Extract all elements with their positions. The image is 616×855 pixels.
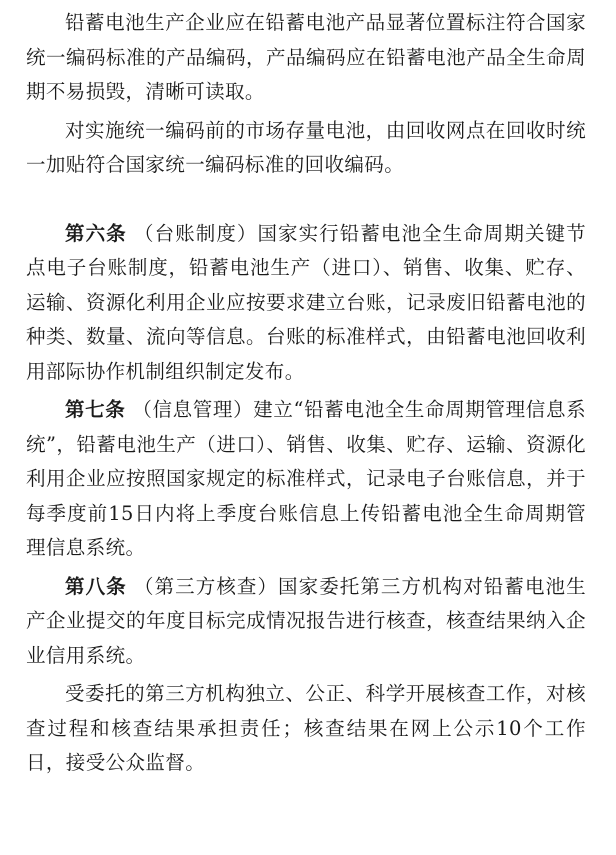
article-number: 第六条 — [65, 221, 127, 245]
paragraph-third-party — [26, 677, 586, 781]
paragraph-text: 铅蓄电池生产企业应在铅蓄电池产品显著位置标注符合国家统一编码标准的产品编码，产品编码应在铅蓄电池产品全生命周期不易损毁，清晰可读取。 — [26, 11, 586, 103]
article-text: 国家委托第三方机构对铅蓄电池生产企业提交的年度目标完成情况报告进行核查，核查结果纳入企业信用系统。 — [26, 574, 586, 667]
article-7 — [26, 393, 586, 566]
article-number: 第七条 — [65, 398, 126, 421]
article-title: （第三方核查） — [134, 574, 279, 598]
article-number: 第八条 — [65, 574, 127, 598]
article-text: 建立“铅蓄电池全生命周期管理信息系统”，铅蓄电池生产（进口）、销售、收集、贮存、运输、资源化利用企业应按照国家规定的标准样式，记录电子台账信息，并于每季度前15日内将上季度台账信息上传铅蓄电池全生命周期管理信息系统。 — [26, 398, 586, 559]
article-title: （信息管理） — [132, 398, 254, 421]
article-8 — [26, 570, 586, 674]
article-title: （台账制度） — [134, 221, 258, 245]
paragraph-text: 对实施统一编码前的市场存量电池，由回收网点在回收时统一加贴符合国家统一编码标准的回收编码。 — [26, 118, 586, 176]
section-gap — [26, 183, 586, 217]
paragraph-text: 受委托的第三方机构独立、公正、科学开展核查工作，对核查过程和核查结果承担责任；核查结果在网上公示10个工作日，接受公众监督。 — [26, 682, 586, 774]
article-6 — [26, 217, 586, 390]
paragraph-stock-battery — [26, 114, 586, 183]
article-text: 国家实行铅蓄电池全生命周期关键节点电子台账制度，铅蓄电池生产（进口）、销售、收集、贮存、运输、资源化利用企业应按要求建立台账，记录废旧铅蓄电池的种类、数量、流向等信息。台账的标准样式，由铅蓄电池回收利用部际协作机制组织制定发布。 — [26, 221, 586, 383]
paragraph-product-code — [26, 6, 586, 110]
